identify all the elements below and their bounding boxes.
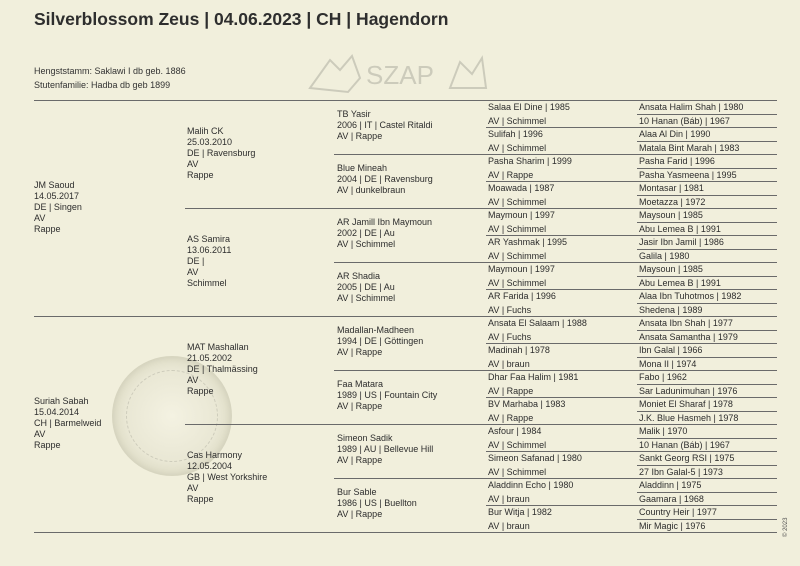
gen5-divider (637, 154, 777, 155)
gen4-horse-name: Moawada | 1987 (488, 183, 555, 193)
horse-name: Bur Sable (337, 487, 377, 497)
gen5-divider (637, 505, 777, 506)
horse-color: Rappe (187, 170, 214, 180)
gen4-horse-breed: AV | Fuchs (488, 305, 532, 315)
gen5-horse: Jasir Ibn Jamil | 1986 (639, 237, 724, 247)
horse-breed: AV (34, 213, 46, 223)
gen5-divider (637, 424, 777, 425)
horse-name: Malih CK (187, 126, 224, 136)
page-title: Silverblossom Zeus | 04.06.2023 | CH | Hagendorn (34, 9, 449, 29)
gen5-horse: Pasha Yasmeena | 1995 (639, 170, 737, 180)
gen4-horse-name: AR Farida | 1996 (488, 291, 556, 301)
gen5-horse: 10 Hanan (Báb) | 1967 (639, 440, 730, 450)
gen5-divider (637, 465, 777, 466)
gen5-divider (637, 181, 777, 182)
horse-date: 14.05.2017 (34, 191, 80, 201)
horse-info: 1989 | US | Fountain City (337, 390, 438, 400)
horse-breed: AV (187, 267, 199, 277)
horse-breed: AV | Rappe (337, 509, 383, 519)
horse-name: Suriah Sabah (34, 396, 89, 406)
horse-place: CH | Barmelweid (34, 418, 102, 428)
gen3-horse (337, 109, 433, 142)
gen3-horse (337, 271, 395, 304)
gen4-horse-breed: AV | Rappe (488, 413, 534, 423)
horse-name: AR Shadia (337, 271, 381, 281)
gen5-horse: Fabo | 1962 (639, 372, 687, 382)
gen5-horse: Abu Lemea B | 1991 (639, 278, 721, 288)
gen4-horse-breed: AV | Schimmel (488, 440, 547, 450)
gen4-horse-name: Pasha Sharim | 1999 (488, 156, 572, 166)
gen4-horse-breed: AV | Schimmel (488, 278, 547, 288)
gen2-horse (187, 126, 255, 181)
gen5-horse: Alaa Ibn Tuhotmos | 1982 (639, 291, 742, 301)
horse-name: Blue Mineah (337, 163, 388, 173)
gen4-horse-name: AR Yashmak | 1995 (488, 237, 568, 247)
horse-name: MAT Mashallan (187, 342, 249, 352)
gen3-horse (337, 325, 423, 358)
gen5-horse: 10 Hanan (Báb) | 1967 (639, 116, 730, 126)
horse-name: Madallan-Madheen (337, 325, 415, 335)
horse-date: 15.04.2014 (34, 407, 80, 417)
horse-place: GB | West Yorkshire (187, 472, 268, 482)
gen5-divider (637, 397, 777, 398)
horse-place: DE | Singen (34, 202, 82, 212)
gen5-divider (637, 262, 777, 263)
gen5-horse: Sar Ladunimuhan | 1976 (639, 386, 738, 396)
gen5-divider (637, 370, 777, 371)
horse-breed: AV | Rappe (337, 401, 383, 411)
dam-line-label: Stutenfamilie: Hadba db geb 1899 (34, 80, 171, 90)
horse-name: Faa Matara (337, 379, 384, 389)
gen5-divider (637, 411, 777, 412)
gen4-horse-name: Dhar Faa Halim | 1981 (488, 372, 579, 382)
gen4-horse-name: BV Marhaba | 1983 (488, 399, 566, 409)
gen5-horse: Alaa Al Din | 1990 (639, 129, 711, 139)
gen5-horse: Gaamara | 1968 (639, 494, 704, 504)
gen4-horse-name: Simeon Safanad | 1980 (488, 453, 582, 463)
gen4-horse-name: Aladdinn Echo | 1980 (488, 480, 574, 490)
horse-date: 21.05.2002 (187, 353, 233, 363)
gen5-horse: Shedena | 1989 (639, 305, 703, 315)
copyright-note: © 2023 (783, 517, 789, 537)
horse-info: 1994 | DE | Göttingen (337, 336, 424, 346)
gen5-horse: Galila | 1980 (639, 251, 690, 261)
gen1-horse (34, 180, 82, 235)
gen4-horse-breed: AV | Rappe (488, 386, 534, 396)
gen5-horse: Ansata Samantha | 1979 (639, 332, 738, 342)
horse-date: 13.06.2011 (187, 245, 232, 255)
horse-info: 2006 | IT | Castel Ritaldi (337, 120, 433, 130)
gen4-horse-breed: AV | braun (488, 521, 530, 531)
gen4-horse-name: Bur Witja | 1982 (488, 507, 552, 517)
table-top-border (34, 100, 777, 101)
horse-place: DE | Ravensburg (187, 148, 256, 158)
gen5-divider (637, 438, 777, 439)
horse-color: Rappe (187, 386, 214, 396)
gen5-divider (637, 303, 777, 304)
gen5-horse: Maysoun | 1985 (639, 264, 703, 274)
gen5-divider (637, 249, 777, 250)
horse-info: 1986 | US | Buellton (337, 498, 417, 508)
gen5-divider (637, 451, 777, 452)
gen3-horse (337, 433, 433, 466)
gen5-horse: 27 Ibn Galal-5 | 1973 (639, 467, 723, 477)
gen5-horse: Ibn Galal | 1966 (639, 345, 703, 355)
gen5-horse: Moniet El Sharaf | 1978 (639, 399, 733, 409)
horse-breed: AV | Rappe (337, 455, 383, 465)
gen5-horse: Moetazza | 1972 (639, 197, 706, 207)
gen5-divider (637, 276, 777, 277)
gen5-horse: Mir Magic | 1976 (639, 521, 706, 531)
gen5-horse: J.K. Blue Hasmeh | 1978 (639, 413, 739, 423)
gen3-horse (337, 379, 437, 412)
horse-color: Rappe (34, 440, 61, 450)
horse-color: Rappe (187, 494, 214, 504)
gen5-horse: Abu Lemea B | 1991 (639, 224, 721, 234)
gen5-horse: Maysoun | 1985 (639, 210, 703, 220)
gen5-horse: Pasha Farid | 1996 (639, 156, 715, 166)
gen5-divider (637, 195, 777, 196)
gen4-horse-breed: AV | Schimmel (488, 251, 547, 261)
gen5-divider (637, 141, 777, 142)
gen4-horse-breed: AV | Schimmel (488, 116, 547, 126)
gen5-divider (637, 343, 777, 344)
gen5-horse: Malik | 1970 (639, 426, 688, 436)
gen5-horse: Montasar | 1981 (639, 183, 704, 193)
horse-place: DE | (187, 256, 205, 266)
horse-breed: AV | dunkelbraun (337, 185, 406, 195)
horse-date: 12.05.2004 (187, 461, 233, 471)
gen4-horse-breed: AV | braun (488, 359, 530, 369)
horse-info: 2004 | DE | Ravensburg (337, 174, 433, 184)
gen5-divider (637, 384, 777, 385)
gen5-divider (637, 330, 777, 331)
horse-breed: AV | Schimmel (337, 239, 396, 249)
gen5-horse: Sankt Georg RSI | 1975 (639, 453, 735, 463)
gen5-divider (637, 114, 777, 115)
gen4-horse-breed: AV | Schimmel (488, 467, 547, 477)
gen4-horse-breed: AV | Schimmel (488, 197, 547, 207)
horse-place: DE | Thalmässing (187, 364, 258, 374)
gen4-horse-breed: AV | Schimmel (488, 143, 547, 153)
gen1-horse (34, 396, 101, 451)
horse-breed: AV (187, 159, 199, 169)
gen3-horse (337, 163, 433, 196)
horse-info: 2002 | DE | Au (337, 228, 395, 238)
gen4-horse-name: Sulifah | 1996 (488, 129, 543, 139)
gen5-divider (637, 222, 777, 223)
gen4-horse-name: Maymoun | 1997 (488, 264, 555, 274)
horse-name: AR Jamill Ibn Maymoun (337, 217, 433, 227)
gen5-horse: Mona II | 1974 (639, 359, 697, 369)
gen4-horse-breed: AV | braun (488, 494, 530, 504)
gen5-divider (637, 208, 777, 209)
gen4-horse-name: Salaa El Dine | 1985 (488, 102, 570, 112)
gen5-divider (637, 492, 777, 493)
horse-date: 25.03.2010 (187, 137, 233, 147)
gen5-horse: Country Heir | 1977 (639, 507, 717, 517)
gen4-horse-breed: AV | Fuchs (488, 332, 532, 342)
gen3-horse (337, 487, 417, 520)
gen5-horse: Matala Bint Marah | 1983 (639, 143, 740, 153)
horse-breed: AV (187, 483, 199, 493)
gen5-divider (637, 357, 777, 358)
gen5-divider (637, 478, 777, 479)
gen5-horse: Aladdinn | 1975 (639, 480, 702, 490)
horse-name: Cas Harmony (187, 450, 243, 460)
gen5-horse: Ansata Halim Shah | 1980 (639, 102, 744, 112)
gen4-horse-breed: AV | Schimmel (488, 224, 547, 234)
horse-name: AS Samira (187, 234, 231, 244)
horse-name: TB Yasir (337, 109, 371, 119)
gen2-horse (187, 342, 258, 397)
gen3-horse (337, 217, 432, 250)
gen2-horse (187, 234, 231, 289)
gen4-horse-name: Ansata El Salaam | 1988 (488, 318, 587, 328)
gen5-divider (637, 168, 777, 169)
gen5-divider (637, 519, 777, 520)
gen4-horse-name: Maymoun | 1997 (488, 210, 555, 220)
szap-watermark-text: SZAP (366, 60, 434, 90)
horse-breed: AV | Schimmel (337, 293, 396, 303)
horse-breed: AV (187, 375, 199, 385)
horse-breed: AV (34, 429, 46, 439)
gen5-horse: Ansata Ibn Shah | 1977 (639, 318, 733, 328)
gen4-horse-name: Madinah | 1978 (488, 345, 550, 355)
gen5-divider (637, 289, 777, 290)
gen5-divider (637, 235, 777, 236)
horse-info: 2005 | DE | Au (337, 282, 395, 292)
gen2-horse (187, 450, 267, 505)
gen5-divider (637, 316, 777, 317)
sire-line-label: Hengststamm: Saklawi I db geb. 1886 (34, 66, 186, 76)
horse-breed: AV | Rappe (337, 131, 383, 141)
table-bottom-border (34, 532, 777, 533)
horse-info: 1989 | AU | Bellevue Hill (337, 444, 434, 454)
gen4-horse-name: Asfour | 1984 (488, 426, 542, 436)
horse-breed: AV | Rappe (337, 347, 383, 357)
horse-name: Simeon Sadik (337, 433, 393, 443)
horse-color: Rappe (34, 224, 61, 234)
horse-color: Schimmel (187, 278, 227, 288)
szap-watermark-logo (300, 48, 490, 98)
horse-name: JM Saoud (34, 180, 75, 190)
gen5-divider (637, 127, 777, 128)
gen4-horse-breed: AV | Rappe (488, 170, 534, 180)
